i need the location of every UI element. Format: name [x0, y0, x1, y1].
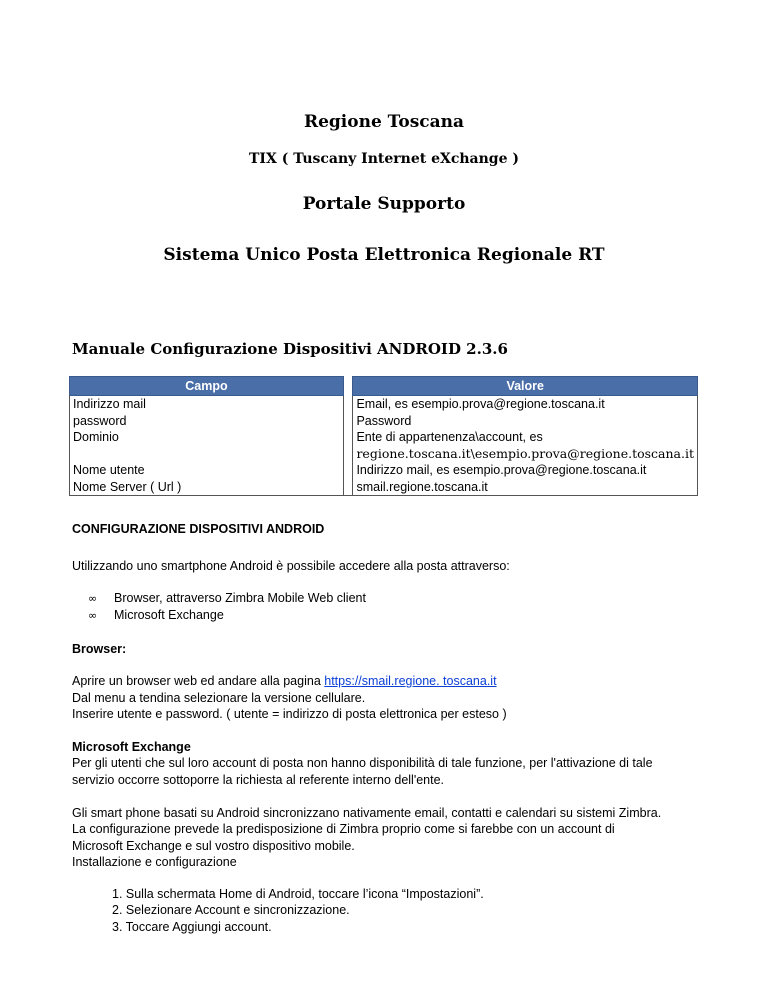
cell-valore — [352, 429, 698, 462]
list-item: 2. Selezionare Account e sincronizzazione. — [112, 903, 350, 917]
browser-line3: Inserire utente e password. ( utente = indirizzo di posta elettronica per esteso ) — [72, 707, 507, 721]
table-row — [69, 413, 698, 430]
smail-link[interactable]: https://smail.regione. toscana.it — [324, 674, 497, 688]
manual-title: Manuale Configurazione Dispositivi ANDROID 2.3.6 — [72, 340, 508, 358]
table-header-row — [69, 376, 698, 396]
cell-valore-line2: regione.toscana.it\esempio.prova@regione.toscana.it — [356, 445, 694, 461]
cell-valore: Email, es esempio.prova@regione.toscana.it — [352, 396, 698, 413]
browser-heading: Browser: — [72, 642, 127, 656]
cell-valore-line1: Ente di appartenenza\account, es — [356, 430, 543, 444]
column-header-campo: Campo — [69, 376, 344, 396]
cell-valore: Password — [352, 413, 698, 430]
browser-line2: Dal menu a tendina selezionare la versione cellulare. — [72, 691, 366, 705]
table-row — [69, 462, 698, 479]
zimbra-line3: Microsoft Exchange e sul vostro dispositivo mobile. — [72, 839, 355, 853]
title-org: Regione Toscana — [303, 112, 465, 132]
cell-campo: Indirizzo mail — [69, 396, 344, 413]
bullet-infinity-icon: ∞ — [88, 609, 98, 622]
title-portal: Portale Supporto — [302, 194, 466, 214]
column-header-valore: Valore — [352, 376, 698, 396]
cell-campo: Nome utente — [69, 462, 344, 479]
cell-valore: smail.regione.toscana.it — [352, 479, 698, 497]
list-item: 1. Sulla schermata Home di Android, toccare l’icona “Impostazioni”. — [112, 887, 484, 901]
zimbra-line4: Installazione e configurazione — [72, 855, 237, 869]
list-item: ∞ Browser, attraverso Zimbra Mobile Web client — [88, 591, 366, 605]
cell-valore: Indirizzo mail, es esempio.prova@regione.toscana.it — [352, 462, 698, 479]
exchange-line2: servizio occorre sottoporre la richiesta al referente interno dell'ente. — [72, 773, 445, 787]
zimbra-line2: La configurazione prevede la predisposizione di Zimbra proprio come si farebbe con un account di — [72, 822, 615, 836]
exchange-heading: Microsoft Exchange — [72, 740, 191, 754]
table-row — [69, 479, 698, 497]
header-gap — [344, 376, 353, 396]
cell-campo: Nome Server ( Url ) — [69, 479, 344, 497]
intro-text: Utilizzando uno smartphone Android è possibile accedere alla posta attraverso: — [72, 559, 510, 573]
list-item: 3. Toccare Aggiungi account. — [112, 920, 272, 934]
bullet-infinity-icon: ∞ — [88, 592, 98, 605]
list-item: ∞ Microsoft Exchange — [88, 608, 224, 622]
table-row — [69, 396, 698, 413]
browser-line1: Aprire un browser web ed andare alla pagina https://smail.regione. toscana.it — [72, 674, 497, 688]
title-tix: TIX ( Tuscany Internet eXchange ) — [249, 151, 519, 167]
config-table — [69, 376, 698, 496]
exchange-line1: Per gli utenti che sul loro account di posta non hanno disponibilità di tale funzione, per l'attivazione di tale — [72, 756, 653, 770]
config-heading: CONFIGURAZIONE DISPOSITIVI ANDROID — [72, 522, 325, 536]
zimbra-line1: Gli smart phone basati su Android sincronizzano nativamente email, contatti e calendari su sistemi Zimbra. — [72, 806, 662, 820]
title-system: Sistema Unico Posta Elettronica Regionale RT — [163, 245, 605, 265]
cell-campo: Dominio — [69, 429, 344, 462]
cell-campo: password — [69, 413, 344, 430]
table-row — [69, 429, 698, 462]
